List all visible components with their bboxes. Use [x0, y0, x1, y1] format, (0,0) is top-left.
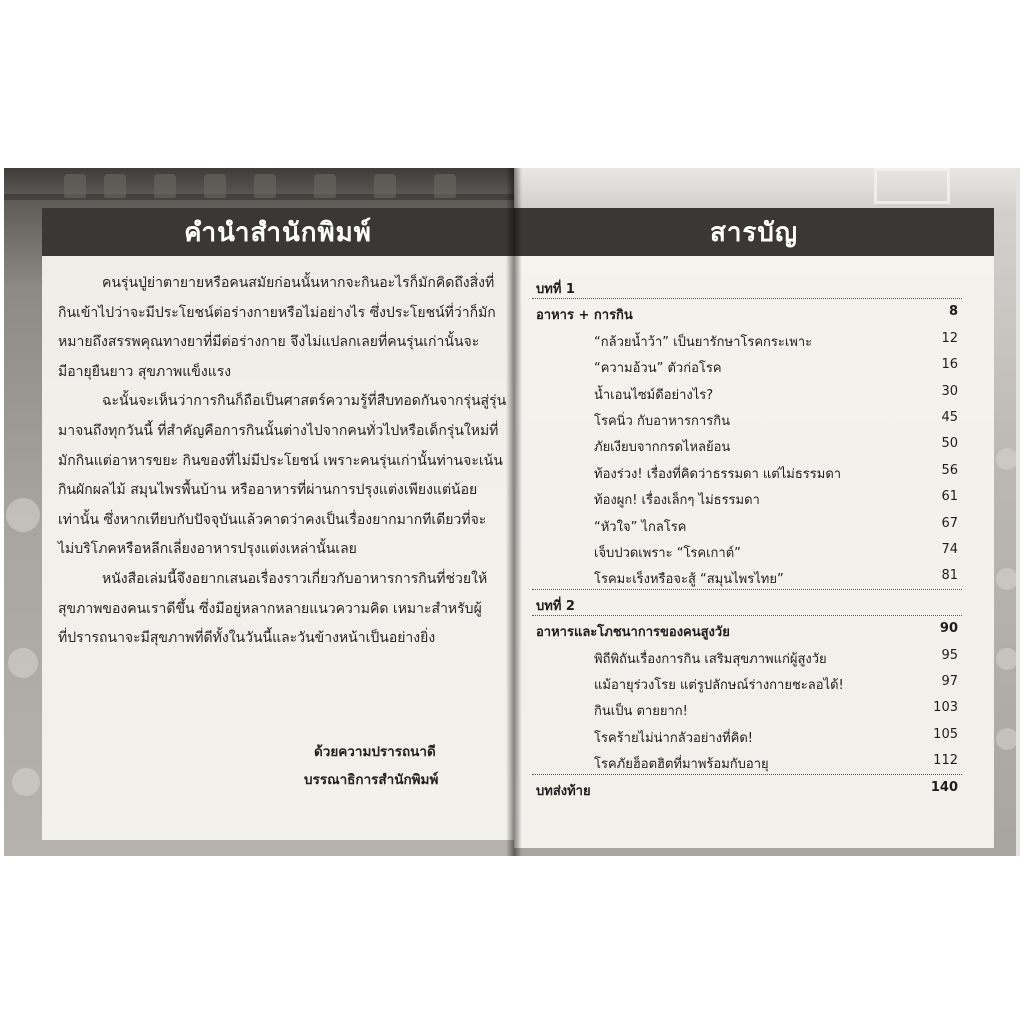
toc-entry-title: ท้องร่วง! เรื่องที่คิดว่าธรรมดา แต่ไม่ธรรมดา: [594, 466, 842, 482]
toc-entry-title: โรคภัยฮ็อตฮิตที่มาพร้อมกับอายุ: [594, 757, 769, 773]
book-spread: [4, 168, 1020, 856]
toc-entry-title: เจ็บปวดเพราะ “โรคเกาต์”: [594, 546, 741, 561]
toc-entry: [514, 410, 994, 432]
foreword-line: สุขภาพของคนเราดีขึ้น ซึ่งมีอยู่หลากหลายแนวความคิด เหมาะสำหรับผู้: [58, 600, 482, 617]
jar: [374, 174, 396, 198]
toc-entry-page: 12: [941, 330, 958, 346]
toc-entry-title: ท้องผูก! เรื่องเล็กๆ ไม่ธรรมดา: [594, 493, 760, 509]
toc-entry-title: “กล้วยน้ำว้า” เป็นยารักษาโรคกระเพาะ: [594, 334, 813, 350]
toc-entry-page: 67: [941, 515, 958, 531]
toc-chapter-label: [514, 278, 994, 300]
toc-entry: [514, 648, 994, 670]
toc-divider: [532, 774, 962, 775]
produce: [8, 648, 38, 678]
toc-divider: [532, 298, 962, 299]
toc-chapter-heading: [514, 304, 994, 326]
toc-entry: [514, 357, 994, 379]
foreword-line: ที่ปรารถนาจะมีสุขภาพที่ดีทั้งในวันนี้และวันข้างหน้าเป็นอย่างยิ่ง: [58, 630, 436, 647]
page-gutter: [506, 168, 522, 856]
jar: [104, 174, 126, 198]
jar: [314, 174, 336, 198]
toc-entry-page: 97: [941, 674, 958, 689]
toc-entry-page: 16: [941, 357, 958, 373]
toc-chapter-heading-title: อาหาร + การกิน: [536, 308, 633, 324]
toc-closing: [514, 780, 994, 802]
foreword-line: ไม่บริโภคหรือหลีกเลี่ยงอาหารปรุงแต่งเหล่านั้นเลย: [58, 541, 357, 558]
toc-chapter-label: [514, 595, 994, 617]
foreword-line: ฉะนั้นจะเห็นว่าการกินก็ถือเป็นศาสตร์ความรู้ที่สืบทอดกันจากรุ่นสู่รุ่น: [102, 393, 507, 410]
produce: [996, 728, 1018, 750]
toc-closing-page: 140: [930, 779, 958, 795]
toc-entry-title: โรคร้ายไม่น่ากลัวอย่างที่คิด!: [594, 730, 753, 746]
toc-chapter-heading-page: 90: [939, 621, 958, 637]
foreword-header: [42, 208, 514, 256]
toc-panel: [514, 256, 994, 848]
toc-entry: [514, 753, 994, 775]
toc-chapter-heading-page: 8: [948, 304, 958, 320]
foreword-line: กินเข้าไปว่าจะมีประโยชน์ต่อร่างกายหรือไม่อย่างไร ซึ่งประโยชน์ที่ว่าก็มัก: [58, 304, 496, 321]
toc-divider: [532, 615, 962, 616]
scan-edge: [1016, 168, 1020, 856]
toc-entry-title: กินเป็น ตายยาก!: [594, 704, 688, 720]
toc-entry-page: 56: [941, 462, 958, 478]
toc-entry: [514, 489, 994, 511]
toc-page: [514, 168, 1020, 856]
foreword-page: [4, 168, 514, 856]
jar: [154, 174, 176, 198]
toc-entry-title: น้ำเอนไซม์ดีอย่างไร?: [594, 387, 714, 403]
produce: [6, 498, 40, 532]
foreword-line: กินผักผลไม้ สมุนไพรพื้นบ้าน หรืออาหารที่ผ่านการปรุงแต่งเพียงแต่น้อย: [58, 482, 478, 499]
toc-entry-title: “ความอ้วน” ตัวก่อโรค: [594, 361, 722, 377]
toc-entry-page: 61: [941, 489, 958, 505]
produce: [996, 568, 1018, 590]
toc-entry: [514, 463, 994, 485]
toc-chapter-heading-title: อาหารและโภชนาการของคนสูงวัย: [536, 625, 730, 641]
toc-entry: [514, 727, 994, 749]
toc-entry: [514, 384, 994, 406]
jar: [64, 174, 86, 198]
toc-chapter-heading: [514, 621, 994, 643]
jar: [204, 174, 226, 198]
toc-divider: [532, 589, 962, 590]
foreword-line: มีอายุยืนยาว สุขภาพแข็งแรง: [58, 363, 232, 380]
toc-entry-title: “หัวใจ” ไกลโรค: [594, 519, 687, 535]
toc-entry: [514, 516, 994, 538]
toc-entry-page: 95: [941, 647, 958, 663]
toc-entry-page: 30: [941, 383, 958, 399]
toc-entry: [514, 436, 994, 458]
toc-chapter-label-title: บทที่ 2: [536, 598, 575, 614]
toc-entry: [514, 700, 994, 722]
toc-entry-page: 50: [941, 436, 958, 452]
toc-closing-title: บทส่งท้าย: [536, 783, 591, 799]
toc-entry: [514, 674, 994, 696]
produce: [12, 768, 40, 796]
toc-entry-title: แม้อายุร่วงโรย แต่รูปลักษณ์ร่างกายชะลอได้!: [594, 678, 844, 693]
toc-entry-page: 81: [941, 568, 958, 584]
toc-entry: [514, 542, 994, 564]
toc-entry-page: 74: [941, 542, 958, 557]
jar: [254, 174, 276, 198]
toc-entry-title: ภัยเงียบจากกรดไหลย้อน: [594, 440, 731, 456]
toc-entry-page: 105: [933, 726, 958, 742]
toc-entry-title: โรคมะเร็งหรือจะสู้ “สมุนไพรไทย”: [594, 572, 784, 588]
toc-entry-title: พิถีพิถันเรื่องการกิน เสริมสุขภาพแก่ผู้สูงวัย: [594, 651, 827, 667]
toc-entry-title: โรคนิ่ว กับอาหารการกิน: [594, 414, 730, 429]
jar: [434, 174, 456, 198]
toc-header: [514, 208, 994, 256]
foreword-line: หมายถึงสรรพคุณทางยาที่มีต่อร่างกาย จึงไม่แปลกเลยที่คนรุ่นเก่านั้นจะ: [58, 334, 480, 351]
foreword-title: คำนำสำนักพิมพ์: [184, 217, 372, 248]
toc-entry-page: 103: [933, 700, 958, 716]
toc-title: สารบัญ: [709, 217, 799, 248]
toc-entry-page: 112: [933, 753, 958, 769]
produce: [996, 648, 1018, 670]
foreword-line: มาจนถึงทุกวันนี้ ที่สำคัญคือการกินนั้นต่างไปจากคนทั่วไปหรือเด็กรุ่นใหม่ที่: [58, 423, 499, 439]
window-frame: [874, 168, 950, 204]
toc-entry: [514, 331, 994, 353]
toc-chapter-label-title: บทที่ 1: [536, 282, 575, 297]
foreword-line: เท่านั้น ซึ่งหากเทียบกับปัจจุบันแล้วคาดว่าคงเป็นเรื่องยากมากทีเดียวที่จะ: [58, 511, 487, 528]
foreword-line: หนังสือเล่มนี้จึงอยากเสนอเรื่องราวเกี่ยวกับอาหารการกินที่ช่วยให้: [102, 571, 488, 587]
foreword-line: มักกินแต่อาหารขยะ กินของที่ไม่มีประโยชน์ เพราะคนรุ่นเก่านั้นท่านจะเน้น: [58, 452, 503, 469]
foreword-signature: บรรณาธิการสำนักพิมพ์: [304, 772, 439, 788]
foreword-closing: ด้วยความปรารถนาดี: [314, 744, 436, 760]
toc-entry-page: 45: [941, 410, 958, 425]
toc-entry: [514, 568, 994, 590]
foreword-line: คนรุ่นปู่ย่าตายายหรือคนสมัยก่อนนั้นหากจะกินอะไรก็มักคิดถึงสิ่งที่: [102, 275, 495, 291]
produce: [996, 448, 1018, 470]
foreword-panel: [42, 256, 514, 840]
